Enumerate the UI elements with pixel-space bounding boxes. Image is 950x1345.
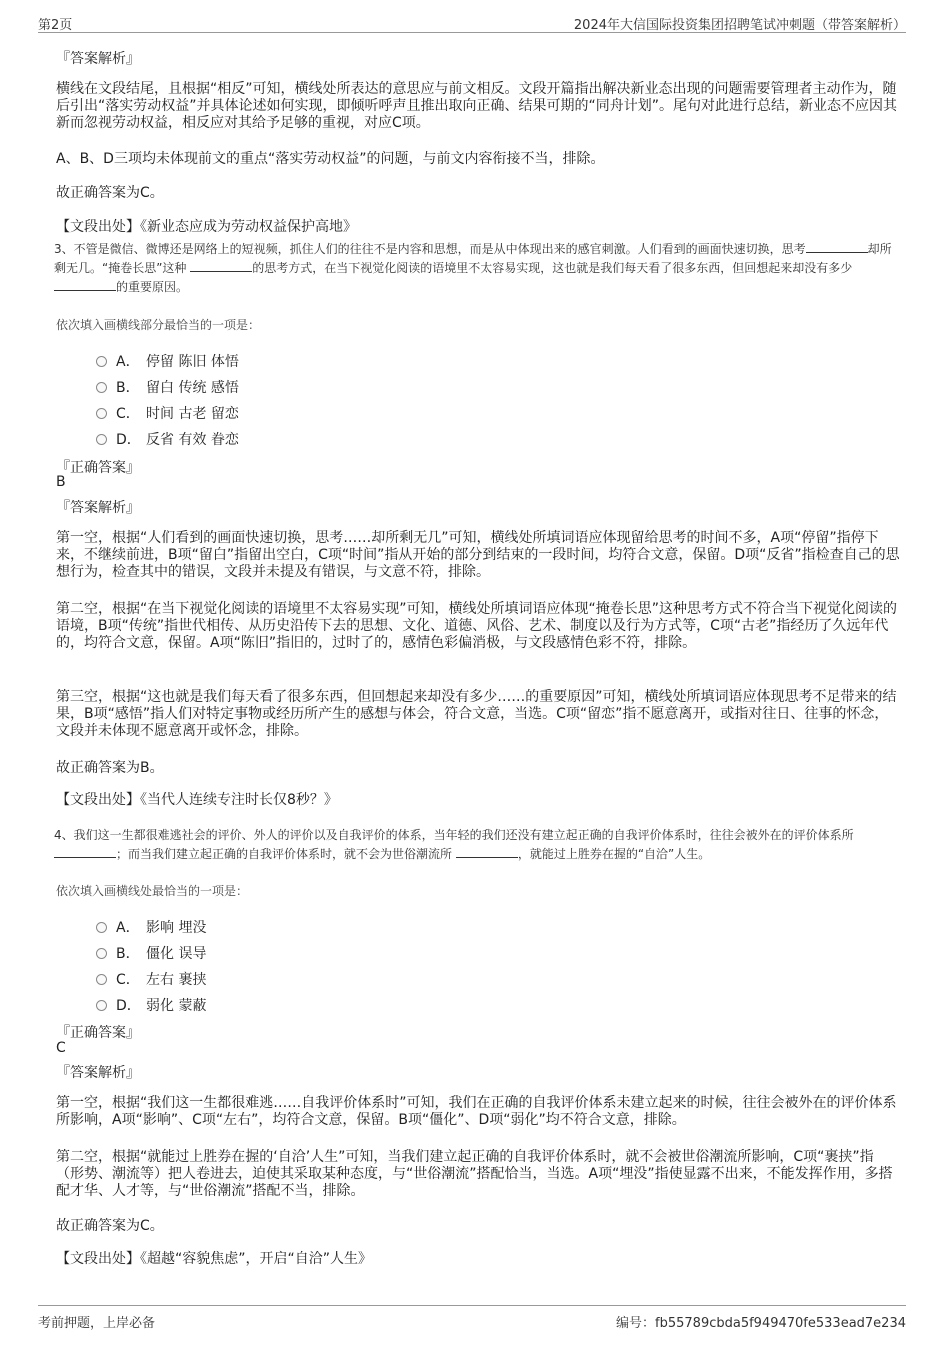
q4-analysis-label: 『答案解析』 xyxy=(56,1065,140,1081)
q4-blank-1 xyxy=(54,845,116,858)
q2-analysis-paragraph-2: A、B、D三项均未体现前文的重点“落实劳动权益”的问题，与前文内容衔接不当，排除。 xyxy=(56,151,605,167)
radio-icon[interactable] xyxy=(96,948,107,959)
q2-analysis-paragraph-1: 横线在文段结尾，且根据“相反”可知，横线处所表达的意思应与前文相反。文段开篇指出解决新业态出现的问题需要管理者主动作为，随后引出“落实劳动权益”并具体论述如何实现，即倾听呼声且推出取向正确、结果可期的“同舟计划”。尾句对此进行总结，新业态不应因其新而忽视劳动权益，相反应对其给予足够的重视，对应C项。 xyxy=(56,81,898,131)
document-code-label: 编号： xyxy=(616,1316,656,1331)
q3-source: 【文段出处】《当代人连续专注时长仅8秒？》 xyxy=(56,792,338,808)
q3-answer-label: 『正确答案』 xyxy=(56,460,140,476)
page-footer xyxy=(38,1305,906,1331)
q2-source: 【文段出处】《新业态应成为劳动权益保护高地》 xyxy=(56,219,357,235)
q4-conclusion: 故正确答案为C。 xyxy=(56,1218,164,1234)
q3-analysis-paragraph-1: 第一空，根据“人们看到的画面快速切换，思考……却所剩无几”可知，横线处所填词语应体现留给思考的时间不多，A项“停留”指停下来，不继续前进，B项“留白”指留出空白，C项“时间”指从开始的部分到结束的一段时间，均符合文意，保留。D项“反省”指检查自己的思想行为，检查其中的错误，文段并未提及有错误，与文意不符，排除。 xyxy=(56,530,900,580)
q3-option-b[interactable]: B． 留白 传统 感悟 xyxy=(96,377,239,397)
q3-option-a[interactable]: A． 停留 陈旧 体悟 xyxy=(96,351,239,371)
q3-stem-part-3: 的思考方式，在当下视觉化阅读的语境里不太容易实现，这也就是我们每天看了很多东西，但回想起来却没有多少 xyxy=(252,261,853,275)
q4-blank-2 xyxy=(456,845,518,858)
q3-conclusion: 故正确答案为B。 xyxy=(56,760,164,776)
q3-blank-2 xyxy=(190,259,252,272)
q3-stem-part-4: 的重要原因。 xyxy=(116,280,189,294)
q4-option-d[interactable]: D． 弱化 蒙蔽 xyxy=(96,995,206,1015)
q3-analysis-label: 『答案解析』 xyxy=(56,500,140,516)
q4-option-a[interactable]: A． 影响 埋没 xyxy=(96,917,206,937)
q3-analysis-paragraph-2: 第二空，根据“在当下视觉化阅读的语境里不太容易实现”可知，横线处所填词语应体现“掩卷长思”这种思考方式不符合当下视觉化阅读的语境，B项“传统”指世代相传、从历史沿传下去的思想、文化、道德、风俗、艺术、制度以及行为方式等，C项“古老”指经历了久远年代的，均符合文意，保留。A项“陈旧”指旧的，过时了的，感情色彩偏消极，与文段感情色彩不符，排除。 xyxy=(56,601,898,651)
radio-icon[interactable] xyxy=(96,974,107,985)
q3-stem xyxy=(54,240,900,297)
q3-option-c[interactable]: C． 时间 古老 留恋 xyxy=(96,403,239,423)
footer-slogan: 考前押题，上岸必备 xyxy=(38,1316,156,1331)
q3-answer: B xyxy=(56,474,66,490)
q4-instruction: 依次填入画横线处最恰当的一项是： xyxy=(56,884,249,898)
q2-analysis-label: 『答案解析』 xyxy=(56,51,140,67)
q4-analysis-paragraph-2: 第二空，根据“就能过上胜券在握的‘自洽’人生”可知，当我们建立起正确的自我评价体系时，就不会被世俗潮流所影响，C项“裹挟”指（形势、潮流等）把人卷进去，迫使其采取某种态度，与“世俗潮流”搭配恰当，当选。A项“埋没”指使显露不出来，不能发挥作用，多搭配才华、人才等，与“世俗潮流”搭配不当，排除。 xyxy=(56,1149,893,1199)
document-title: 2024年大信国际投资集团招聘笔试冲刺题（带答案解析） xyxy=(573,18,906,33)
q2-conclusion: 故正确答案为C。 xyxy=(56,185,164,201)
page-header xyxy=(38,12,906,33)
q3-blank-1 xyxy=(806,240,868,253)
radio-icon[interactable] xyxy=(96,1000,107,1011)
document-code xyxy=(616,1312,906,1331)
q4-option-c[interactable]: C． 左右 裹挟 xyxy=(96,969,206,989)
document-code-value: fb55789cbda5f949470fe533ead7e234 xyxy=(655,1316,906,1331)
radio-icon[interactable] xyxy=(96,408,107,419)
q4-stem-part-1: 4、我们这一生都很难逃社会的评价、外人的评价以及自我评价的体系，当年轻的我们还没有建立起正确的自我评价体系时，往往会被外在的评价体系所 xyxy=(54,828,854,842)
q4-stem xyxy=(54,826,900,864)
q3-instruction: 依次填入画横线部分最恰当的一项是： xyxy=(56,318,261,332)
q4-analysis-paragraph-1: 第一空，根据“我们这一生都很难逃……自我评价体系时”可知，我们在正确的自我评价体系未建立起来的时候，往往会被外在的评价体系所影响，A项“影响”、C项“左右”，均符合文意，保留。B项“僵化”、D项“弱化”均不符合文意，排除。 xyxy=(56,1095,897,1128)
q4-option-b[interactable]: B． 僵化 误导 xyxy=(96,943,206,963)
page-number: 第2页 xyxy=(38,18,73,33)
q4-stem-part-3: ，就能过上胜券在握的“自洽”人生。 xyxy=(517,847,711,861)
radio-icon[interactable] xyxy=(96,434,107,445)
q4-source: 【文段出处】《超越“容貌焦虑”，开启“自洽”人生》 xyxy=(56,1251,373,1267)
radio-icon[interactable] xyxy=(96,356,107,367)
radio-icon[interactable] xyxy=(96,922,107,933)
q3-option-d[interactable]: D． 反省 有效 眷恋 xyxy=(96,429,239,449)
q4-answer: C xyxy=(56,1040,66,1056)
q4-answer-label: 『正确答案』 xyxy=(56,1025,140,1041)
q3-stem-part-2: 却所剩无几。“掩卷长思”这种 xyxy=(54,242,892,275)
q4-stem-part-2: ；而当我们建立起正确的自我评价体系时，就不会为世俗潮流所 xyxy=(116,847,453,861)
radio-icon[interactable] xyxy=(96,382,107,393)
q3-analysis-paragraph-3: 第三空，根据“这也就是我们每天看了很多东西，但回想起来却没有多少……的重要原因”可知，横线处所填词语应体现思考不足带来的结果，B项“感悟”指人们对特定事物或经历所产生的感想与体会，符合文意，当选。C项“留恋”指不愿意离开，或指对往日、往事的怀念，文段并未体现不愿意离开或怀念，排除。 xyxy=(56,689,897,739)
q3-blank-3 xyxy=(54,278,116,291)
q3-stem-part-1: 3、不管是微信、微博还是网络上的短视频，抓住人们的往往不是内容和思想，而是从中体现出来的感官刺激。人们看到的画面快速切换，思考 xyxy=(54,242,806,256)
